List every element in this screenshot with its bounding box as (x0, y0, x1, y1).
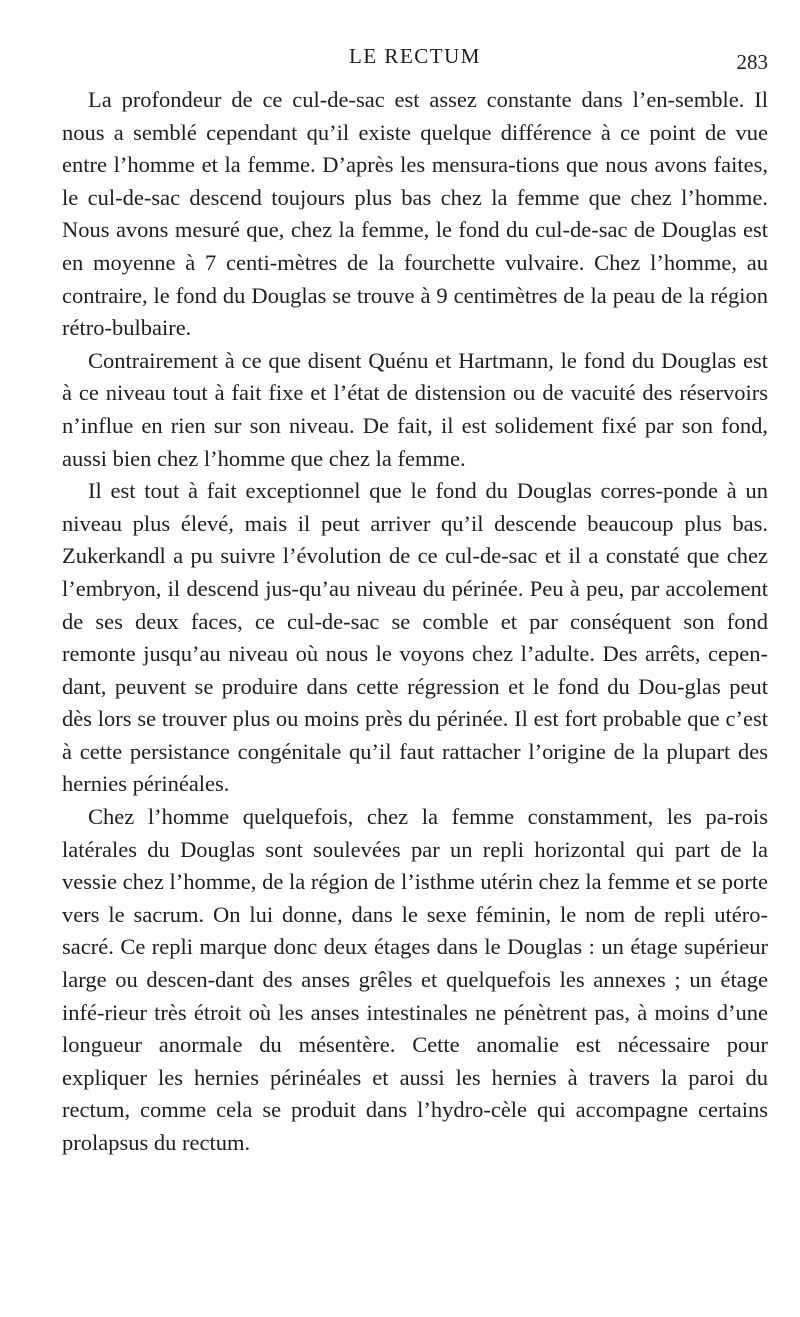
paragraph-fixity-of-douglas: Contrairement à ce que disent Quénu et Hartmann, le fond du Douglas est à ce niveau tout à fait fixe et l’état de distension ou de vacuité des réservoirs n’influe en rien sur son niveau. De fait, il est solidement fixé par son fond, aussi bien chez l’homme que chez la femme. (62, 347, 768, 471)
paragraph-depth-of-cul-de-sac: La profondeur de ce cul-de-sac est assez constante dans l’en-semble. Il nous a semblé cependant qu’il existe quelque différence à ce point de vue entre l’homme et la femme. D’après les mensura-tions que nous avons faites, le cul-de-sac descend toujours plus bas chez la femme que chez l’homme. Nous avons mesuré que, chez la femme, le fond du cul-de-sac de Douglas est en moyenne à 7 centi-mètres de la fourchette vulvaire. Chez l’homme, au contraire, le fond du Douglas se trouve à 9 centimètres de la peau de la région rétro-bulbaire. (62, 87, 768, 341)
running-title: LE RECTUM (349, 44, 481, 68)
running-head (62, 44, 768, 74)
page-number: 283 (736, 50, 768, 74)
paragraph-embryonic-development: Il est tout à fait exceptionnel que le fond du Douglas corres-ponde à un niveau plus élevé, mais il peut arriver qu’il descende beaucoup plus bas. Zukerkandl a pu suivre l’évolution de ce cul-de-sac et il a constaté que chez l’embryon, il descend jus-qu’au niveau du périnée. Peu à peu, par accolement de ses deux faces, ce cul-de-sac se comble et par conséquent son fond remonte jusqu’au niveau où nous le voyons chez l’adulte. Des arrêts, cepen-dant, peuvent se produire dans cette régression et le fond du Dou-glas peut dès lors se trouver plus ou moins près du périnée. Il est fort probable que c’est à cette persistance congénitale qu’il faut rattacher l’origine de la plupart des hernies périnéales. (62, 478, 768, 797)
paragraph-utero-sacral-fold: Chez l’homme quelquefois, chez la femme constamment, les pa-rois latérales du Douglas sont soulevées par un repli horizontal qui part de la vessie chez l’homme, de la région de l’isthme utérin chez la femme et se porte vers le sacrum. On lui donne, dans le sexe féminin, le nom de repli utéro-sacré. Ce repli marque donc deux étages dans le Douglas : un étage supérieur large ou descen-dant des anses grêles et quelquefois les annexes ; un étage infé-rieur très étroit où les anses intestinales ne pénètrent pas, à moins d’une longueur anormale du mésentère. Cette anomalie est nécessaire pour expliquer les hernies périnéales et aussi les hernies à travers la paroi du rectum, comme cela se produit dans l’hydro-cèle qui accompagne certains prolapsus du rectum. (62, 804, 768, 1155)
body-text (62, 84, 768, 1160)
